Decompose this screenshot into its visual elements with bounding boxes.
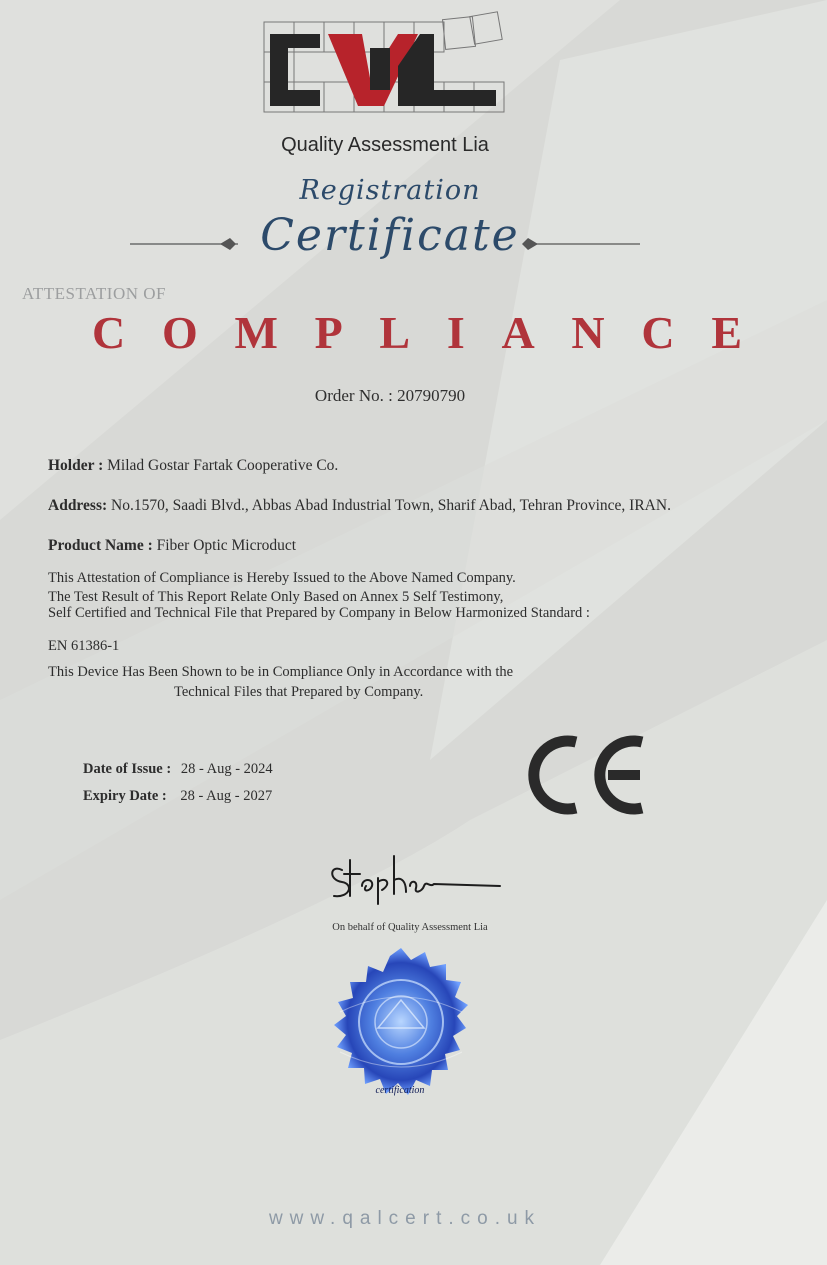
- compliance-letter: I: [446, 307, 465, 358]
- address-row: [48, 497, 671, 515]
- expiry-date-value: 28 - Aug - 2027: [180, 788, 273, 804]
- issue-date-label: Date of Issue :: [83, 761, 172, 777]
- compliance-letter: M: [234, 307, 278, 358]
- address-value: No.1570, Saadi Blvd., Abbas Abad Industrial Town, Sharif Abad, Tehran Province, IRAN.: [111, 497, 671, 514]
- compliance-line: Technical Files that Prepared by Company.: [174, 684, 424, 700]
- compliance-letter: A: [501, 307, 535, 358]
- seal-text: certification: [375, 1085, 425, 1096]
- signature-icon: [320, 850, 510, 905]
- compliance-letter: O: [161, 307, 198, 358]
- address-label: Address:: [48, 497, 108, 514]
- expiry-date-row: [83, 788, 272, 805]
- compliance-letter: N: [571, 307, 605, 358]
- order-number: Order No. : 20790790: [314, 386, 466, 405]
- holder-label: Holder :: [48, 457, 104, 474]
- compliance-letter: P: [314, 307, 343, 358]
- compliance-letter: L: [379, 307, 411, 358]
- holder-row: [48, 457, 338, 475]
- statement-line: Self Certified and Technical File that Prepared by Company in Below Harmonized Standard :: [48, 605, 590, 621]
- qal-logo: [258, 8, 508, 130]
- certificate-title: Certificate: [260, 210, 520, 261]
- expiry-date-label: Expiry Date :: [83, 788, 167, 804]
- attestation-prefix: ATTESTATION OF: [22, 284, 166, 303]
- on-behalf-text: On behalf of Quality Assessment Lia: [332, 922, 488, 933]
- product-row: [48, 537, 296, 555]
- statement-line: This Attestation of Compliance is Hereby Issued to the Above Named Company.: [48, 570, 516, 586]
- compliance-letter: C: [92, 307, 126, 358]
- compliance-letter: C: [641, 307, 675, 358]
- hologram-seal-icon: [310, 942, 492, 1124]
- brand-name: Quality Assessment Lia: [281, 134, 489, 156]
- standard-code: EN 61386-1: [48, 638, 120, 654]
- statement-line: The Test Result of This Report Relate Only Based on Annex 5 Self Testimony,: [48, 589, 504, 605]
- product-value: Fiber Optic Microduct: [156, 537, 297, 554]
- registration-title: Registration: [299, 175, 481, 206]
- issue-date-row: [83, 761, 273, 778]
- compliance-heading: [92, 306, 742, 359]
- compliance-letter: E: [711, 307, 742, 358]
- website-link[interactable]: www.qalcert.co.uk: [268, 1208, 542, 1229]
- product-label: Product Name :: [48, 537, 153, 554]
- ce-mark-icon: [520, 730, 650, 820]
- issue-date-value: 28 - Aug - 2024: [180, 761, 273, 777]
- holder-value: Milad Gostar Fartak Cooperative Co.: [107, 457, 339, 474]
- compliance-line: This Device Has Been Shown to be in Compliance Only in Accordance with the: [48, 664, 514, 680]
